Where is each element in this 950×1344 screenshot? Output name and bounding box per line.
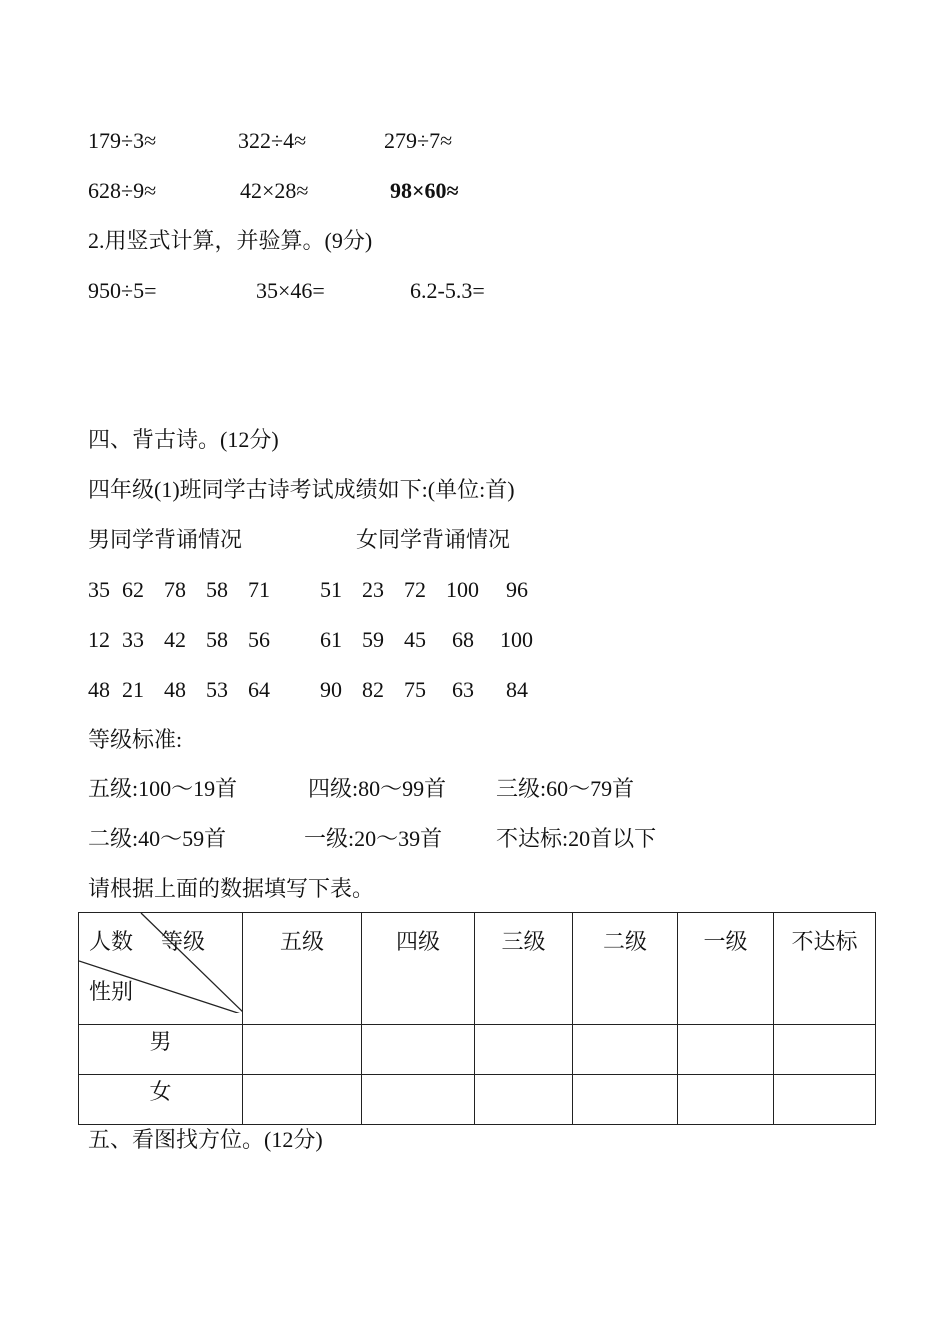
score: 61 <box>320 627 342 652</box>
score: 12 <box>88 627 110 652</box>
score: 33 <box>122 627 144 652</box>
score: 71 <box>248 577 270 602</box>
score: 72 <box>404 577 426 602</box>
standard-item: 四级:80～99首 <box>308 776 447 801</box>
table-cell[interactable] <box>678 1025 774 1075</box>
table-cell[interactable] <box>475 1075 573 1125</box>
score: 68 <box>452 627 474 652</box>
score: 23 <box>362 577 384 602</box>
q2-item: 950÷5= <box>88 278 157 303</box>
score: 100 <box>446 577 479 602</box>
girls-label: 女同学背诵情况 <box>356 527 511 552</box>
corner-gender-label: 性别 <box>89 979 134 1004</box>
score: 35 <box>88 577 110 602</box>
score: 82 <box>362 677 384 702</box>
score: 64 <box>248 677 270 702</box>
score: 90 <box>320 677 342 702</box>
score: 58 <box>206 627 228 652</box>
q2-title: 2.用竖式计算，并验算。(9分) <box>88 228 373 253</box>
table-cell[interactable] <box>362 1025 475 1075</box>
table-cell[interactable] <box>243 1075 362 1125</box>
boys-label: 男同学背诵情况 <box>88 527 243 552</box>
column-header: 二级 <box>573 913 678 1025</box>
score: 100 <box>500 627 533 652</box>
standard-item: 一级:20～39首 <box>304 826 443 851</box>
section5-title: 五、看图找方位。(12分) <box>88 1127 323 1152</box>
estimate-item: 179÷3≈ <box>88 128 157 153</box>
table-cell[interactable] <box>774 1025 876 1075</box>
score: 63 <box>452 677 474 702</box>
standard-item: 不达标:20首以下 <box>496 826 657 851</box>
score: 42 <box>164 627 186 652</box>
score: 75 <box>404 677 426 702</box>
corner-cell <box>79 913 243 1025</box>
score: 48 <box>88 677 110 702</box>
column-header: 一级 <box>678 913 774 1025</box>
score: 84 <box>506 677 528 702</box>
score: 59 <box>362 627 384 652</box>
table-cell[interactable] <box>243 1025 362 1075</box>
grade-table <box>78 912 876 1125</box>
score: 96 <box>506 577 528 602</box>
q2-item: 6.2-5.3= <box>410 278 485 303</box>
estimate-item: 279÷7≈ <box>384 128 453 153</box>
standard-title: 等级标准: <box>88 727 183 752</box>
q2-item: 35×46= <box>256 278 325 303</box>
table-cell[interactable] <box>362 1075 475 1125</box>
estimate-item: 42×28≈ <box>240 178 309 203</box>
score: 53 <box>206 677 228 702</box>
table-prompt: 请根据上面的数据填写下表。 <box>88 876 375 901</box>
standard-item: 五级:100～19首 <box>88 776 238 801</box>
estimate-item: 628÷9≈ <box>88 178 157 203</box>
table-cell[interactable] <box>774 1075 876 1125</box>
row-header: 女 <box>79 1075 243 1125</box>
estimate-item: 322÷4≈ <box>238 128 307 153</box>
column-header: 五级 <box>243 913 362 1025</box>
score: 48 <box>164 677 186 702</box>
score: 58 <box>206 577 228 602</box>
column-header: 三级 <box>475 913 573 1025</box>
score: 56 <box>248 627 270 652</box>
section4-intro: 四年级(1)班同学古诗考试成绩如下:(单位:首) <box>88 477 515 502</box>
table-row <box>79 1025 876 1075</box>
column-header: 不达标 <box>774 913 876 1025</box>
estimate-item: 98×60≈ <box>390 178 459 203</box>
corner-grade-label: 等级 <box>161 929 206 954</box>
table-row <box>79 1075 876 1125</box>
table-cell[interactable] <box>678 1075 774 1125</box>
corner-count-label: 人数 <box>89 929 134 954</box>
standard-item: 三级:60～79首 <box>496 776 635 801</box>
section4-title: 四、背古诗。(12分) <box>88 427 279 452</box>
score: 78 <box>164 577 186 602</box>
score: 62 <box>122 577 144 602</box>
score: 45 <box>404 627 426 652</box>
column-header: 四级 <box>362 913 475 1025</box>
row-header: 男 <box>79 1025 243 1075</box>
table-cell[interactable] <box>573 1025 678 1075</box>
table-cell[interactable] <box>475 1025 573 1075</box>
score: 51 <box>320 577 342 602</box>
table-cell[interactable] <box>573 1075 678 1125</box>
score: 21 <box>122 677 144 702</box>
standard-item: 二级:40～59首 <box>88 826 227 851</box>
